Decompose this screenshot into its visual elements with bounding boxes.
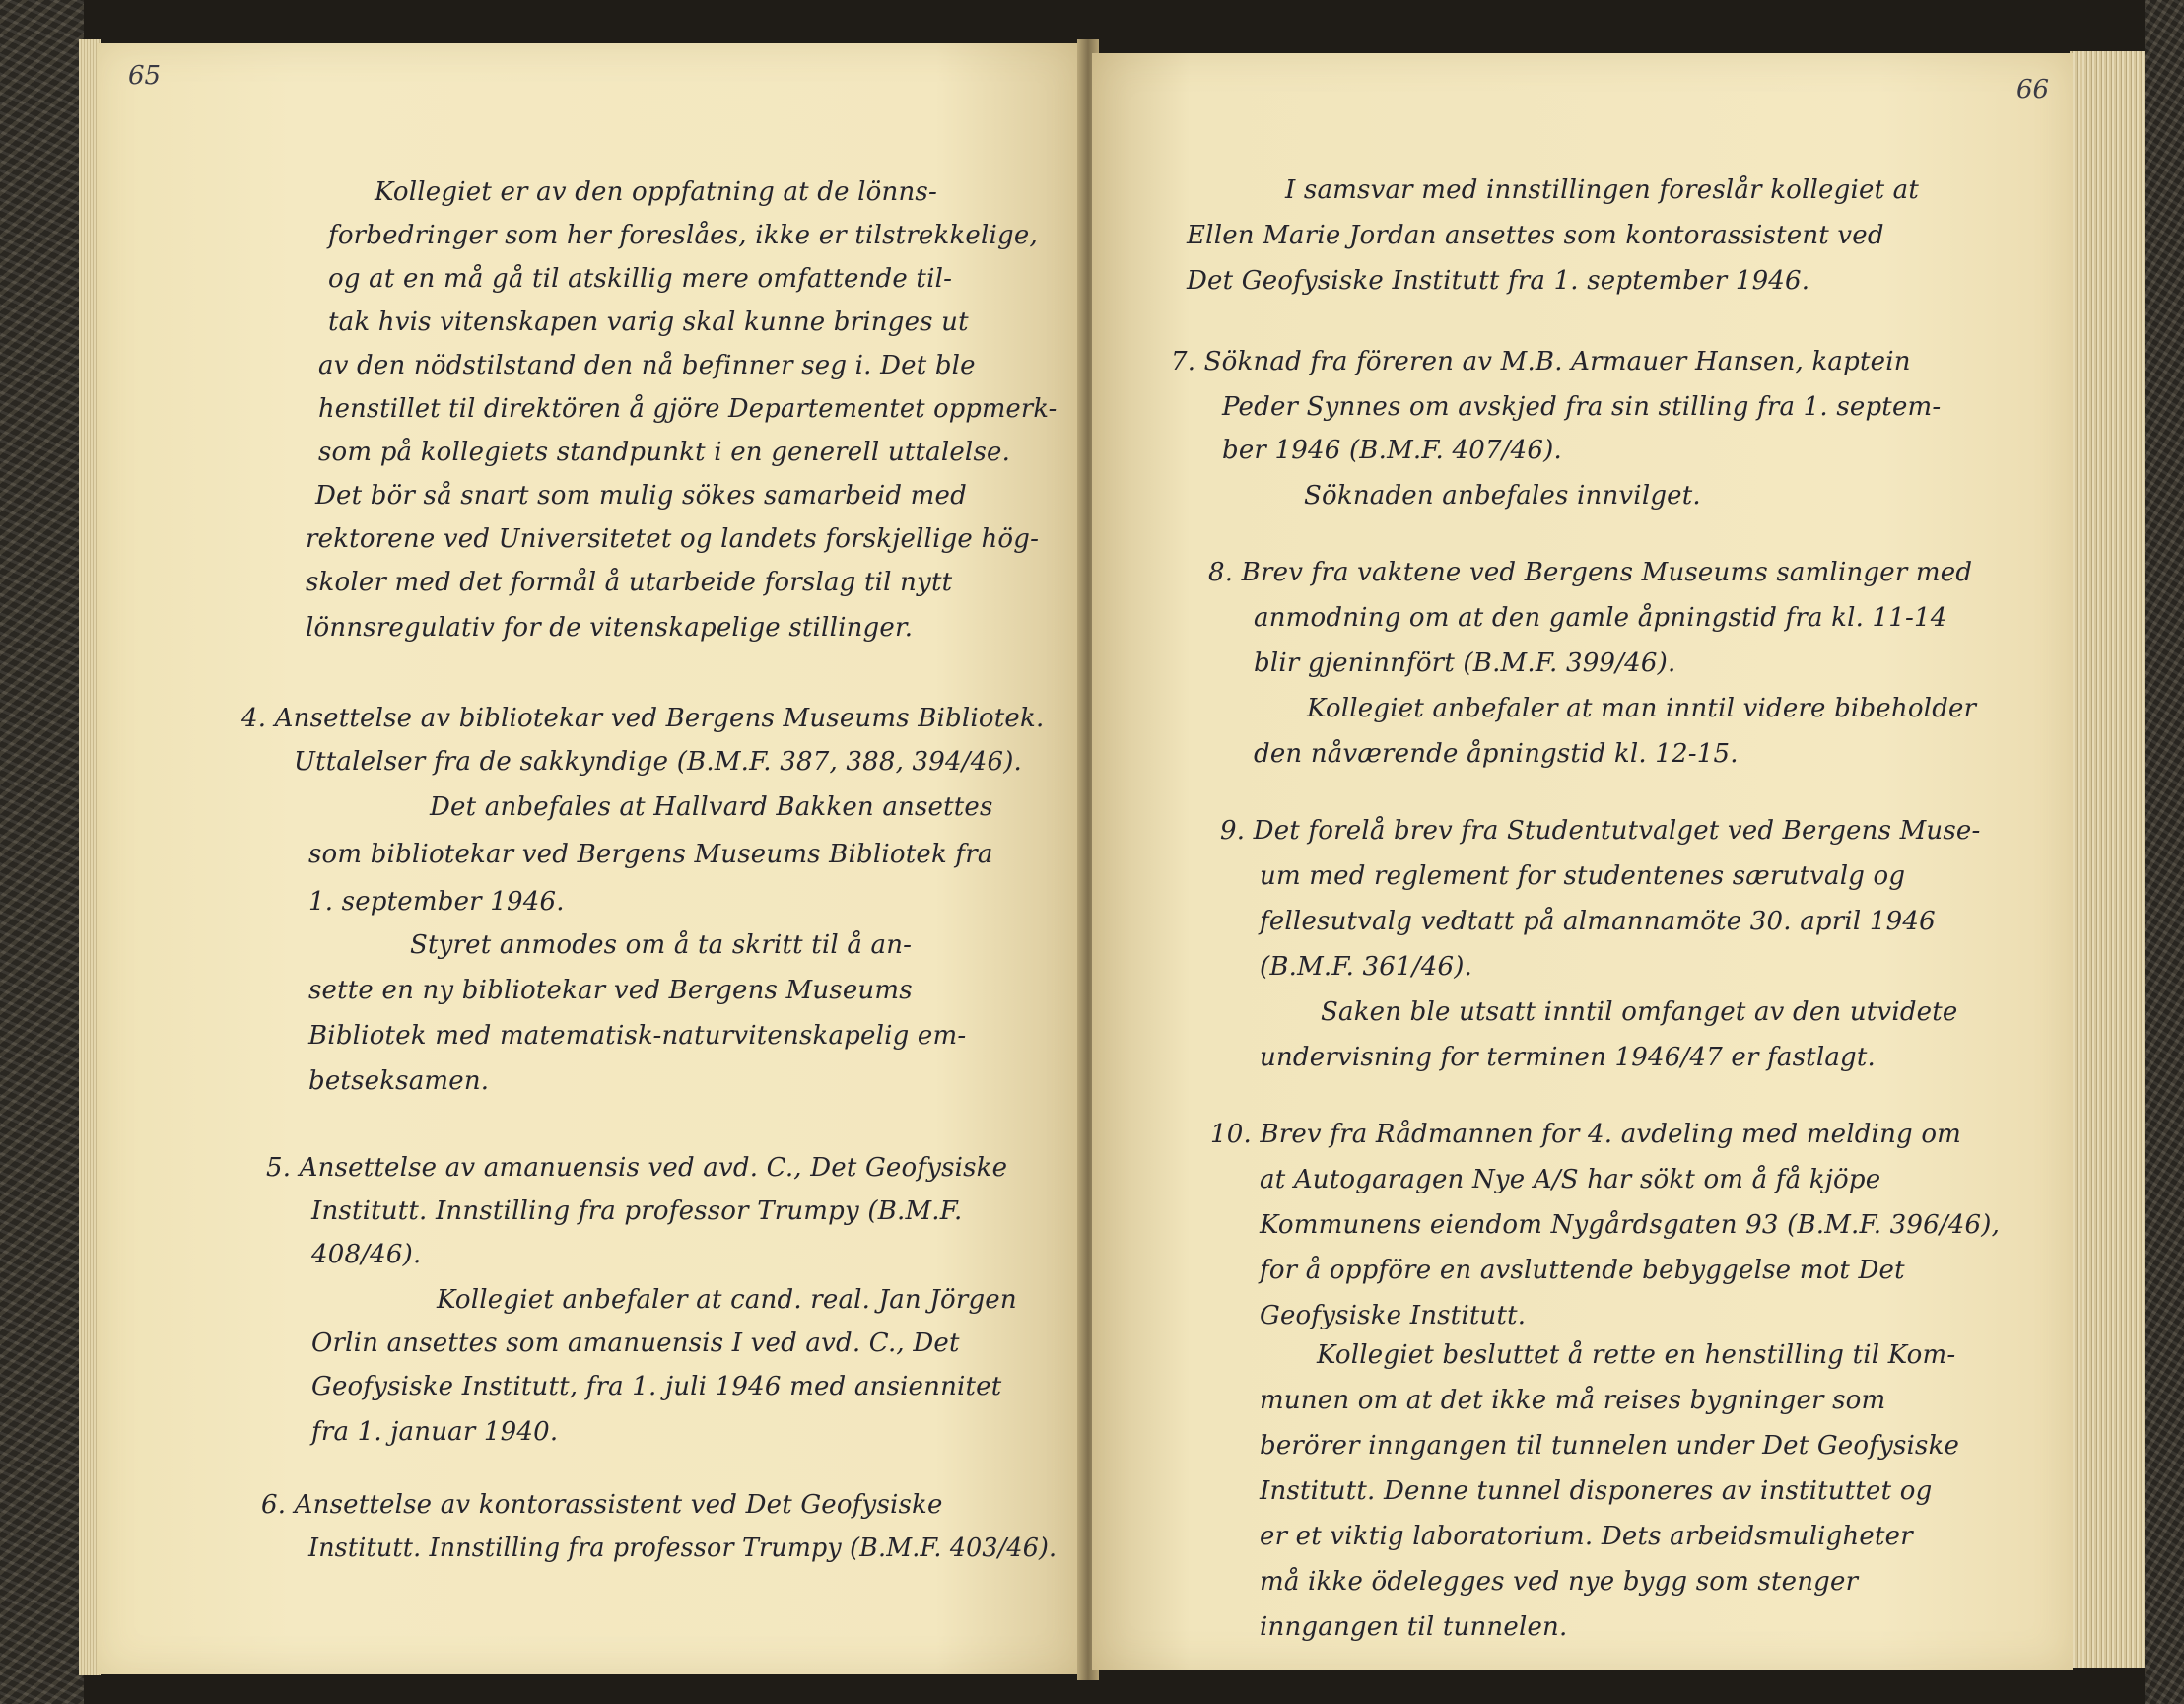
text-line: Institutt. Innstilling fra professor Trumpy (B.M.F. 403/46). — [308, 1534, 1058, 1563]
text-line: Saken ble utsatt inntil omfanget av den utvidete — [1321, 997, 1958, 1027]
text-line: 1. september 1946. — [308, 887, 565, 917]
text-line: betseksamen. — [308, 1066, 490, 1096]
text-line: anmodning om at den gamle åpningstid fra kl. 11-14 — [1254, 603, 1947, 633]
text-line: 8. Brev fra vaktene ved Bergens Museums samlinger med — [1208, 558, 1973, 587]
text-line: Kollegiet anbefaler at man inntil videre bibeholder — [1307, 694, 1977, 723]
text-line: at Autogaragen Nye A/S har sökt om å få kjöpe — [1260, 1165, 1881, 1194]
text-line: Ellen Marie Jordan ansettes som kontorassistent ved — [1187, 221, 1884, 250]
text-line: Kommunens eiendom Nygårdsgaten 93 (B.M.F. 396/46), — [1260, 1210, 2001, 1240]
right-page — [1092, 53, 2073, 1670]
text-line: er et viktig laboratorium. Dets arbeidsmuligheter — [1260, 1522, 1913, 1551]
text-line: I samsvar med innstillingen foreslår kollegiet at — [1285, 175, 1920, 205]
text-line: som på kollegiets standpunkt i en generell uttalelse. — [318, 438, 1011, 467]
text-line: lönnsregulativ for de vitenskapelige stillinger. — [306, 613, 914, 643]
text-line: Orlin ansettes som amanuensis I ved avd. C., Det — [311, 1329, 960, 1358]
text-line: fellesutvalg vedtatt på almannamöte 30. april 1946 — [1260, 907, 1936, 936]
text-line: ber 1946 (B.M.F. 407/46). — [1222, 436, 1562, 465]
text-line: Söknaden anbefales innvilget. — [1304, 481, 1701, 511]
text-line: Institutt. Innstilling fra professor Trumpy (B.M.F. — [311, 1196, 963, 1226]
text-line: inngangen til tunnelen. — [1260, 1612, 1568, 1642]
text-line: Kollegiet besluttet å rette en henstilling til Kom- — [1317, 1340, 1956, 1370]
page-edges-right — [2070, 51, 2145, 1668]
cover-marbling-left — [0, 0, 84, 1704]
right-page-number: 66 — [2016, 75, 2050, 104]
text-line: forbedringer som her foreslåes, ikke er tilstrekkelige, — [328, 221, 1038, 250]
text-line: Det bör så snart som mulig sökes samarbeid med — [315, 481, 967, 511]
text-line: munen om at det ikke må reises bygninger som — [1260, 1386, 1886, 1415]
text-line: Geofysiske Institutt. — [1260, 1301, 1527, 1330]
text-line: Bibliotek med matematisk-naturvitenskapelig em- — [308, 1021, 967, 1051]
text-line: berörer inngangen til tunnelen under Det Geofysiske — [1260, 1431, 1960, 1461]
text-line: Geofysiske Institutt, fra 1. juli 1946 med ansiennitet — [311, 1372, 1002, 1401]
text-line: blir gjeninnfört (B.M.F. 399/46). — [1254, 648, 1676, 678]
text-line: Kollegiet er av den oppfatning at de lönns- — [375, 177, 937, 207]
text-line: Det Geofysiske Institutt fra 1. september 1946. — [1187, 266, 1810, 296]
text-line: av den nödstilstand den nå befinner seg i. Det ble — [318, 351, 976, 380]
text-line: 10. Brev fra Rådmannen for 4. avdeling med melding om — [1210, 1120, 1962, 1149]
text-line: Peder Synnes om avskjed fra sin stilling fra 1. septem- — [1222, 392, 1942, 422]
text-line: 6. Ansettelse av kontorassistent ved Det Geofysiske — [261, 1490, 943, 1520]
text-line: fra 1. januar 1940. — [311, 1417, 559, 1447]
text-line: 408/46). — [311, 1240, 422, 1269]
text-line: og at en må gå til atskillig mere omfattende til- — [328, 264, 953, 294]
text-line: 9. Det forelå brev fra Studentutvalget ved Bergens Muse- — [1220, 816, 1981, 846]
text-line: for å oppföre en avsluttende bebyggelse mot Det — [1260, 1256, 1905, 1285]
text-line: rektorene ved Universitetet og landets forskjellige hög- — [306, 524, 1040, 554]
cover-marbling-right — [2145, 0, 2184, 1704]
text-line: 4. Ansettelse av bibliotekar ved Bergens Museums Bibliotek. — [241, 704, 1045, 733]
left-page-number: 65 — [128, 61, 162, 91]
text-line: tak hvis vitenskapen varig skal kunne bringes ut — [328, 307, 969, 337]
text-line: Institutt. Denne tunnel disponeres av instituttet og — [1260, 1476, 1933, 1506]
text-line: skoler med det formål å utarbeide forslag til nytt — [306, 568, 953, 597]
text-line: um med reglement for studentenes særutvalg og — [1260, 861, 1906, 891]
text-line: Kollegiet anbefaler at cand. real. Jan Jörgen — [437, 1285, 1017, 1315]
text-line: 7. Söknad fra föreren av M.B. Armauer Hansen, kaptein — [1171, 347, 1911, 376]
text-line: 5. Ansettelse av amanuensis ved avd. C., Det Geofysiske — [266, 1153, 1008, 1183]
text-line: må ikke ödelegges ved nye bygg som stenger — [1260, 1567, 1859, 1597]
text-line: (B.M.F. 361/46). — [1260, 952, 1472, 982]
text-line: sette en ny bibliotekar ved Bergens Museums — [308, 976, 913, 1005]
text-line: Det anbefales at Hallvard Bakken ansettes — [430, 792, 993, 822]
text-line: Uttalelser fra de sakkyndige (B.M.F. 387, 388, 394/46). — [294, 747, 1023, 777]
left-page — [97, 43, 1084, 1674]
text-line: Styret anmodes om å ta skritt til å an- — [410, 930, 913, 960]
text-line: som bibliotekar ved Bergens Museums Bibliotek fra — [308, 840, 993, 869]
text-line: henstillet til direktören å gjöre Departementet oppmerk- — [318, 394, 1058, 424]
text-line: undervisning for terminen 1946/47 er fastlagt. — [1260, 1043, 1876, 1072]
text-line: den nåværende åpningstid kl. 12-15. — [1254, 739, 1739, 769]
